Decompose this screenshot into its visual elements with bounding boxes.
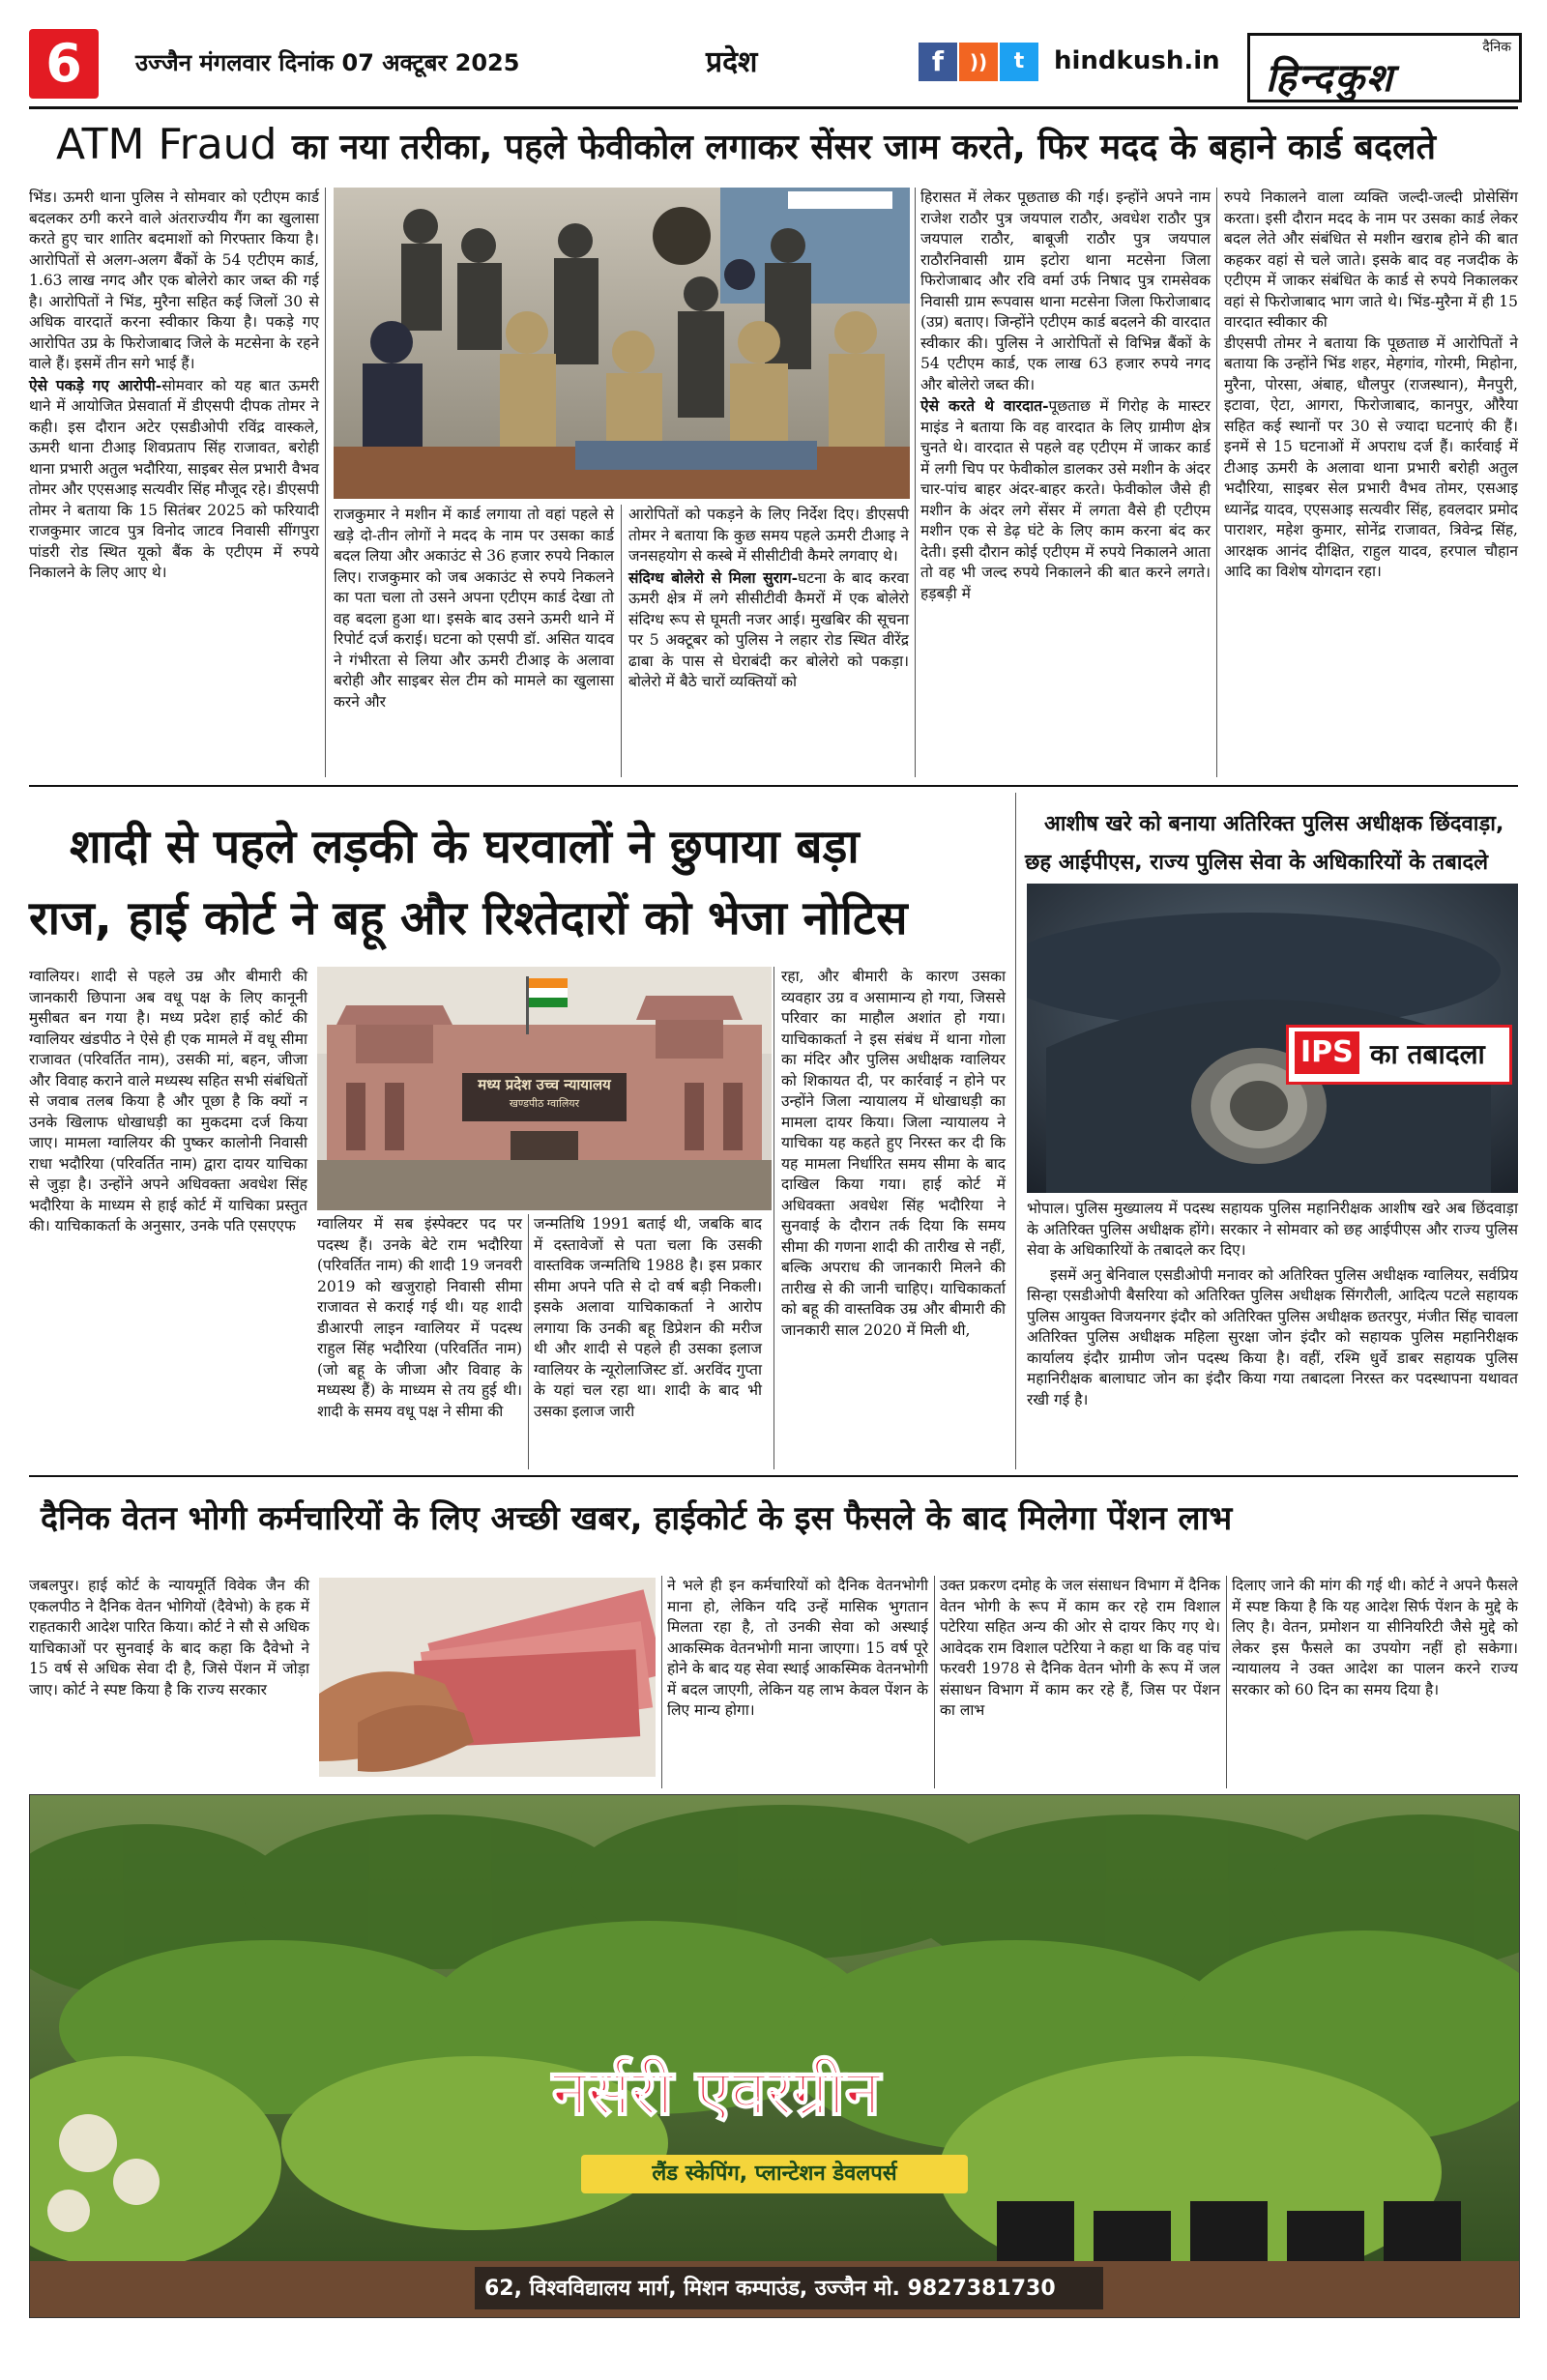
story3-photo: [1027, 884, 1518, 1193]
story3-body: [1027, 1199, 1518, 1410]
column-divider: [621, 505, 622, 777]
currency-notes-photo: [319, 1578, 656, 1777]
court-sign-sub: खण्डपीठ ग्वालियर: [509, 1097, 580, 1110]
column-divider: [325, 188, 326, 777]
story4-col4-text: दिलाए जाने की मांग की गई थी। कोर्ट ने अपने फैसले में स्पष्ट किया है कि यह आदेश सिर्फ पेंशन के मुद्दे के लिए है। वेतन, प्रमोशन या सीनियरिटी जैसे मुद्दे को लेकर इस फैसले का उपयोग नहीं हो सकेगा। न्यायालय ने उक्त आदेश का पालन करने राज्य सरकार को 60 दिन का समय दिया है।: [1232, 1577, 1518, 1698]
masthead: [29, 29, 1518, 109]
story1-headline-hi: का नया तरीका, पहले फेवीकोल लगाकर सेंसर जाम करते, फिर मदद के बहाने कार्ड बदलते: [291, 128, 1437, 167]
logo-text: हिन्दकुश: [1266, 56, 1395, 101]
column-divider: [1226, 1576, 1227, 1788]
website-link[interactable]: hindkush.in: [1054, 46, 1220, 75]
page-number: 6: [29, 29, 99, 99]
story1-col2: [334, 505, 614, 712]
story4-col1: [29, 1576, 309, 1700]
newspaper-logo: [1247, 33, 1522, 102]
story2-col3-text: जन्मतिथि 1991 बताई थी, जबकि बाद में दस्तावेजों से पता चला कि उसकी वास्तविक जन्मतिथि 1988 है। इस प्रकार सीमा अपने पति से दो वर्ष बड़ी निकली। इसके अलावा याचिकाकर्ता ने आरोप लगाया कि उनकी बहू डिप्रेशन की मरीज थी और शादी से पहले ही उसका इलाज ग्वालियर के न्यूरोलाजिस्ट डॉ. अरविंद गुप्ता के यहां चल रहा था। शादी के बाद भी उसका इलाज जारी: [534, 1215, 762, 1420]
badge-ips: IPS: [1295, 1031, 1359, 1074]
column-divider: [1216, 188, 1217, 777]
story1-photo: [334, 188, 910, 499]
story4-col3: [940, 1576, 1220, 1722]
story1-col4b-text: पूछताछ में गिरोह के मास्टर माइंड ने बताया कि वह वारदात के लिए ग्रामीण क्षेत्र चुनते थे। वारदात से पहले वह एटीएम में जाकर कार्ड में लगी चिप पर फेवीकोल डालकर उसे मशीन के अंदर चार-पांच बाहर अंदर-बाहर करते। फेवीकोल जैसे ही मशीन के अंदर लगे सेंसर में लगता वैसे ही एटीएम मशीन एक से डेढ़ घंटे के लिए काम करना बंद कर देती। इसी दौरान कोई एटीएम में रुपये निकालने आता तो वह भी जल्द रुपये निकालने की बात करने लगते। हड़बड़ी में: [920, 397, 1211, 602]
story1-col4-text: हिरासत में लेकर पूछताछ की गई। इन्होंने अपने नाम राजेश राठौर पुत्र जयपाल राठौर, अवधेश राठौर पुत्र जयपाल राठौर, बाबूजी राठौर पुत्र जयपाल राठौरनिवासी ग्राम इटोरा थाना मटसेना जिला फिरोजाबाद और रवि वर्मा उर्फ निषाद पुत्र रामसेवक निवासी ग्राम रूपवास थाना मटसेना जिला फिरोजाबाद (उप्र) बताए। जिन्होंने एटीएम कार्ड बदलने की वारदात स्वीकार की। पुलिस ने आरोपितों से विभिन्न बैंकों के 54 एटीएम कार्ड, एक लाख 63 हजार रुपये नगद और बोलेरो जब्त की।: [920, 189, 1211, 393]
story2-col1-text: ग्वालियर। शादी से पहले उम्र और बीमारी की जानकारी छिपाना अब वधू पक्ष के लिए कानूनी मुसीबत बन गया है। मध्य प्रदेश हाई कोर्ट की ग्वालियर खंडपीठ ने ऐसे ही एक मामले में वधू सीमा राजावत (परिवर्तित नाम), उसकी मां, बहन, जीजा और विवाह कराने वाले मध्यस्थ सहित सभी संबंधितों से जवाब तलब किया है और पूछा है कि क्यों न उनके खिलाफ धोखाधड़ी का मुकदमा दर्ज किया जाए। मामला ग्वालियर की पुष्कर कालोनी निवासी राधा भदौरिया (परिवर्तित नाम) द्वारा दायर याचिका से जुड़ा है। उन्होंने अपने अधिवक्ता अवधेश सिंह भदौरिया के माध्यम से हाई कोर्ट में याचिका प्रस्तुत की। याचिकाकर्ता के अनुसार, उनके पति एसएएफ: [29, 968, 307, 1234]
story1-col1b-text: सोमवार को यह बात ऊमरी थाने में आयोजित प्रेसवार्ता में डीएसपी दीपक तोमर ने कही। इस दौरान अटेर एसडीओपी रविंद्र वास्कले, ऊमरी थाना टीआइ शिवप्रताप सिंह राजावत, बरोही थाना प्रभारी अतुल भदौरिया, साइबर सेल प्रभारी वैभव तोमर और एएसआइ सत्यवीर सिंह मौजूद रहे। डीएसपी तोमर ने बताया कि 15 सितंबर 2025 को फरियादी राजकुमार जाटव पुत्र विनोद जाटव निवासी सींगपुरा पांडरी रोड स्थित यूको बैंक के एटीएम में रुपये निकालने के लिए आए थे।: [29, 376, 320, 581]
advert-title: नर्सरी एवरग्रीन: [552, 2055, 881, 2130]
column-divider: [661, 1576, 662, 1788]
ips-transfer-badge: [1286, 1025, 1512, 1085]
twitter-icon[interactable]: t: [1000, 43, 1038, 81]
story1-col2-text: राजकुमार ने मशीन में कार्ड लगाया तो वहां पहले से खड़े दो-तीन लोगों ने मदद के नाम पर उसका कार्ड बदल लिया और अकाउंट से 36 हजार रुपये निकाल लिए। राजकुमार को जब अकाउंट से रुपये निकलने का पता चला तो उसने अपना एटीएम कार्ड देखा तो वह बदला हुआ था। इसके बाद उसने ऊमरी थाने में रिपोर्ट दर्ज कराई। घटना को एसपी डॉ. असित यादव ने गंभीरता से लिया और ऊमरी टीआइ के अलावा बरोही और साइबर सेल टीम को मामले का खुलासा करने और: [334, 506, 614, 711]
story4-col2-text: ने भले ही इन कर्मचारियों को दैनिक वेतनभोगी माना हो, लेकिन यदि उन्हें मासिक भुगतान मिलता रहा है, तो उनकी सेवा को अस्थाई आकस्मिक वेतनभोगी माना जाएगा। 15 वर्ष पूरे होने के बाद यह सेवा स्थाई आकस्मिक वेतनभोगी में बदल जाएगी, लेकिन यह लाभ केवल पेंशन के लिए मान्य होगा।: [667, 1577, 928, 1719]
story1-col3b-text: घटना के बाद करवा ऊमरी क्षेत्र में लगे सीसीटीवी कैमरों में एक बोलेरो संदिग्ध रूप से घूमती नजर आई। मुखबिर की सूचना पर 5 अक्टूबर को पुलिस ने लहार रोड स्थित वीरेंद्र ढाबा के पास से घेराबंदी कर बोलेरो को पकड़ा। बोलेरो में बैठे चारों व्यक्तियों को: [628, 568, 910, 690]
story1-col5-text: रुपये निकालने वाला व्यक्ति जल्दी-जल्दी प्रोसेसिंग करता। इसी दौरान मदद के नाम पर उसका कार्ड लेकर बदल लेते और संबंधित से मशीन खराब होने की बात कहकर वहां से चले जाते। इसके बाद वह नजदीक के एटीएम में जाकर संबंधित के कार्ड से रुपये निकालकर वहां से फिरोजाबाद भाग जाते थे। भिंड-मुरैना में ही 15 वारदात स्वीकार की: [1224, 189, 1518, 331]
story4-col1-text: जबलपुर। हाई कोर्ट के न्यायमूर्ति विवेक जैन की एकलपीठ ने दैनिक वेतन भोगियों (दैवेभो) के हक में राहतकारी आदेश पारित किया। कोर्ट ने सौ से अधिक याचिकाओं पर सुनवाई के बाद कहा कि दैवेभो ने 15 वर्ष से अधिक सेवा दी है, जिसे पेंशन में जोड़ा जाए। कोर्ट ने स्पष्ट किया है कि राज्य सरकार: [29, 1577, 309, 1698]
section-rule: [29, 785, 1518, 787]
story4-col4: [1232, 1576, 1518, 1700]
section-title: प्रदेश: [706, 45, 758, 79]
story1-col3-text: आरोपितों को पकड़ने के लिए निर्देश दिए। डीएसपी तोमर ने बताया कि कुछ समय पहले ऊमरी टीआइ ने जनसहयोग से कस्बे में सीसीटीवी कैमरे लगवाए थे।: [628, 506, 909, 565]
facebook-icon[interactable]: f: [919, 43, 957, 81]
story1-col1-text: भिंड। ऊमरी थाना पुलिस ने सोमवार को एटीएम कार्ड बदलकर ठगी करने वाले अंतराज्यीय गैंग का खुलासा करते हुए चार शातिर बदमाशों को गिरफ्तार किया है। आरोपितों से अलग-अलग बैंकों के 54 एटीएम कार्ड, 1.63 लाख नगद और एक बोलेरो कार जब्त की गई है। आरोपितों ने भिंड, मुरैना सहित कई जिलों 30 से अधिक वारदातें करना स्वीकार किया है। पकड़े गए आरोपित उप्र के फिरोजाबाद जिले के मटसेना के रहने वाले हैं। इसमें तीन सगे भाई हैं।: [29, 189, 319, 372]
logo-daily-label: दैनिक: [1482, 40, 1511, 55]
story1-col5b-text: डीएसपी तोमर ने बताया कि पूछताछ में आरोपितों ने बताया कि उन्होंने भिंड शहर, मेहगांव, गोरमी, मिहोना, मुरैना, पोरसा, अंबाह, धौलपुर (राजस्थान), मैनपुरी, इटावा, ऐटा, आगरा, फिरोजाबाद, कानपुर, औरैया सहित कई स्थानों पर 30 से ज्यादा घटनाएं की हैं। इनमें से 15 घटनाओं में अपराध दर्ज हैं। कार्रवाई में टीआइ ऊमरी के अलावा थाना प्रभारी बरोही अतुल भदौरिया, साइबर सेल प्रभारी वैभव तोमर, एसआइ ध्यानेंद्र यादव, एएसआइ सत्यवीर सिंह, हवलदार प्रमोद पाराशर, महेश कुमार, सोनेंद्र राजावत, त्रिवेन्द्र सिंह, आरक्षक आनंद दीक्षित, राहुल यादव, हरपाल चौहान आदि का विशेष योगदान रहा।: [1224, 334, 1518, 580]
story1-col1: [29, 188, 319, 584]
story2-col3: [534, 1214, 762, 1422]
story3-para2: इसमें अनु बेनिवाल एसडीओपी मनावर को अतिरिक्त पुलिस अधीक्षक ग्वालियर, सर्वप्रिय सिन्हा एसडीओपी बैसरिया को अतिरिक्त पुलिस अधीक्षक सिंगरौली, आदित्य पटले सहायक पुलिस आयुक्त विजयनगर इंदौर को अतिरिक्त पुलिस अधीक्षक छतरपुर, मंजीत सिंह चावला अतिरिक्त पुलिस अधीक्षक महिला सुरक्षा जोन इंदौर को सहायक पुलिस महानिरीक्षक कार्यालय इंदौर ग्रामीण जोन पदस्थ किया है। वहीं, रश्मि धुर्वे डाबर सहायक पुलिस महानिरीक्षक बालाघाट जोन का इंदौर किया गया तबादला निरस्त कर पदस्थापना यथावत रखी गई है।: [1027, 1265, 1518, 1408]
story2-col4: [781, 967, 1006, 1341]
story4-col2: [667, 1576, 928, 1722]
story1-col3: [628, 505, 909, 693]
police-press-photo: [334, 188, 910, 499]
column-divider: [915, 188, 916, 777]
story2-photo: [317, 967, 772, 1210]
story1-subhead1: ऐसे पकड़े गए आरोपी-: [29, 375, 162, 394]
story1-headline: [56, 120, 1436, 169]
story3-para1: भोपाल। पुलिस मुख्यालय में पदस्थ सहायक पुलिस महानिरीक्षक आशीष खरे अब छिंदवाड़ा के अतिरिक्त पुलिस अधीक्षक होंगे। सरकार ने सोमवार को छह आईपीएस और राज्य पुलिस सेवा के अधिकारियों के तबादले कर दिए।: [1027, 1200, 1518, 1259]
story1-col5: [1224, 188, 1518, 583]
advert-address: 62, विश्वविद्यालय मार्ग, मिशन कम्पाउंड, उज्जैन मो. 9827381730: [484, 2277, 1056, 2301]
badge-transfer: का तबादला: [1370, 1038, 1485, 1070]
story2-col4-text: रहा, और बीमारी के कारण उसका व्यवहार उग्र व असामान्य हो गया, जिससे परिवार का माहौल अशांत हो गया। याचिकाकर्ता ने इस संबंध में थाना गोला का मंदिर और पुलिस अधीक्षक ग्वालियर को शिकायत दी, पर कार्रवाई न होने पर उन्होंने जिला न्यायालय में धोखाधड़ी का मामला दायर किया। जिला न्यायालय ने याचिका यह कहते हुए निरस्त कर दी कि यह मामला निर्धारित समय सीमा के बाद दाखिल किया गया। हाई कोर्ट में अधिवक्ता अवधेश सिंह भदौरिया ने सुनवाई के दौरान तर्क दिया कि समय सीमा की गणना शादी की तारीख से नहीं, बल्कि अपराध की जानकारी मिलने की तारीख से की जानी चाहिए। याचिकाकर्ता को बहू की वास्तविक उम्र और बीमारी की जानकारी साल 2020 में मिली थी,: [781, 968, 1006, 1339]
column-divider: [934, 1576, 935, 1788]
advert-subtitle: लैंड स्केपिंग, प्लान्टेशन डेवलपर्स: [581, 2155, 968, 2193]
story2-headline-line1: शादी से पहले लड़की के घरवालों ने छुपाया बड़ा: [70, 820, 860, 874]
column-divider: [528, 1214, 529, 1469]
story2-headline-line2: राज, हाई कोर्ट ने बहू और रिश्तेदारों को भेजा नोटिस: [29, 891, 908, 945]
story1-subhead3: ऐसे करते थे वारदात-: [920, 396, 1049, 415]
story4-photo: [319, 1578, 656, 1777]
story3-headline-line1: आशीष खरे को बनाया अतिरिक्त पुलिस अधीक्षक छिंदवाड़ा,: [1044, 812, 1504, 836]
column-divider: [1015, 793, 1016, 1469]
story2-col1: [29, 967, 307, 1237]
story1-subhead2: संदिग्ध बोलेरो से मिला सुराग-: [628, 567, 799, 587]
section-rule: [29, 1475, 1518, 1477]
story2-col2: [317, 1214, 522, 1422]
story2-col2-text: ग्वालियर में सब इंस्पेक्टर पद पर पदस्थ हैं। उनके बेटे राम भदौरिया (परिवर्तित नाम) की शादी 19 जनवरी 2019 को खजुराहो निवासी सीमा राजावत से कराई गई थी। यह शादी डीआरपी लाइन ग्वालियर में पदस्थ राहुल सिंह भदौरिया (परिवर्तित नाम) (जो बहू के जीजा और विवाह के मध्यस्थ हैं) के माध्यम से तय हुई थी। शादी के समय वधू पक्ष ने सीमा की: [317, 1215, 522, 1420]
story4-headline: दैनिक वेतन भोगी कर्मचारियों के लिए अच्छी खबर, हाईकोर्ट के इस फैसले के बाद मिलेगा पेंशन लाभ: [41, 1499, 1233, 1538]
dateline: उज्जैन मंगलवार दिनांक 07 अक्टूबर 2025: [135, 49, 520, 76]
rss-icon[interactable]: )): [959, 43, 998, 81]
story4-col3-text: उक्त प्रकरण दमोह के जल संसाधन विभाग में दैनिक वेतन भोगी के रूप में काम कर रहे राम विशाल पटेरिया सहित अन्य की ओर से दायर किए गए थे। आवेदक राम विशाल पटेरिया ने कहा था कि वह पांच फरवरी 1978 से दैनिक वेतन भोगी के रूप में जल संसाधन विभाग में काम कर रहे हैं, जिस पर पेंशन का लाभ: [940, 1577, 1220, 1719]
story3-headline-line2: छह आईपीएस, राज्य पुलिस सेवा के अधिकारियों के तबादले: [1025, 851, 1489, 875]
story1-col4: [920, 188, 1211, 604]
nursery-advert: [29, 1794, 1520, 2318]
story1-headline-en: ATM Fraud: [56, 120, 277, 169]
court-sign: मध्य प्रदेश उच्च न्यायालय: [478, 1076, 611, 1093]
